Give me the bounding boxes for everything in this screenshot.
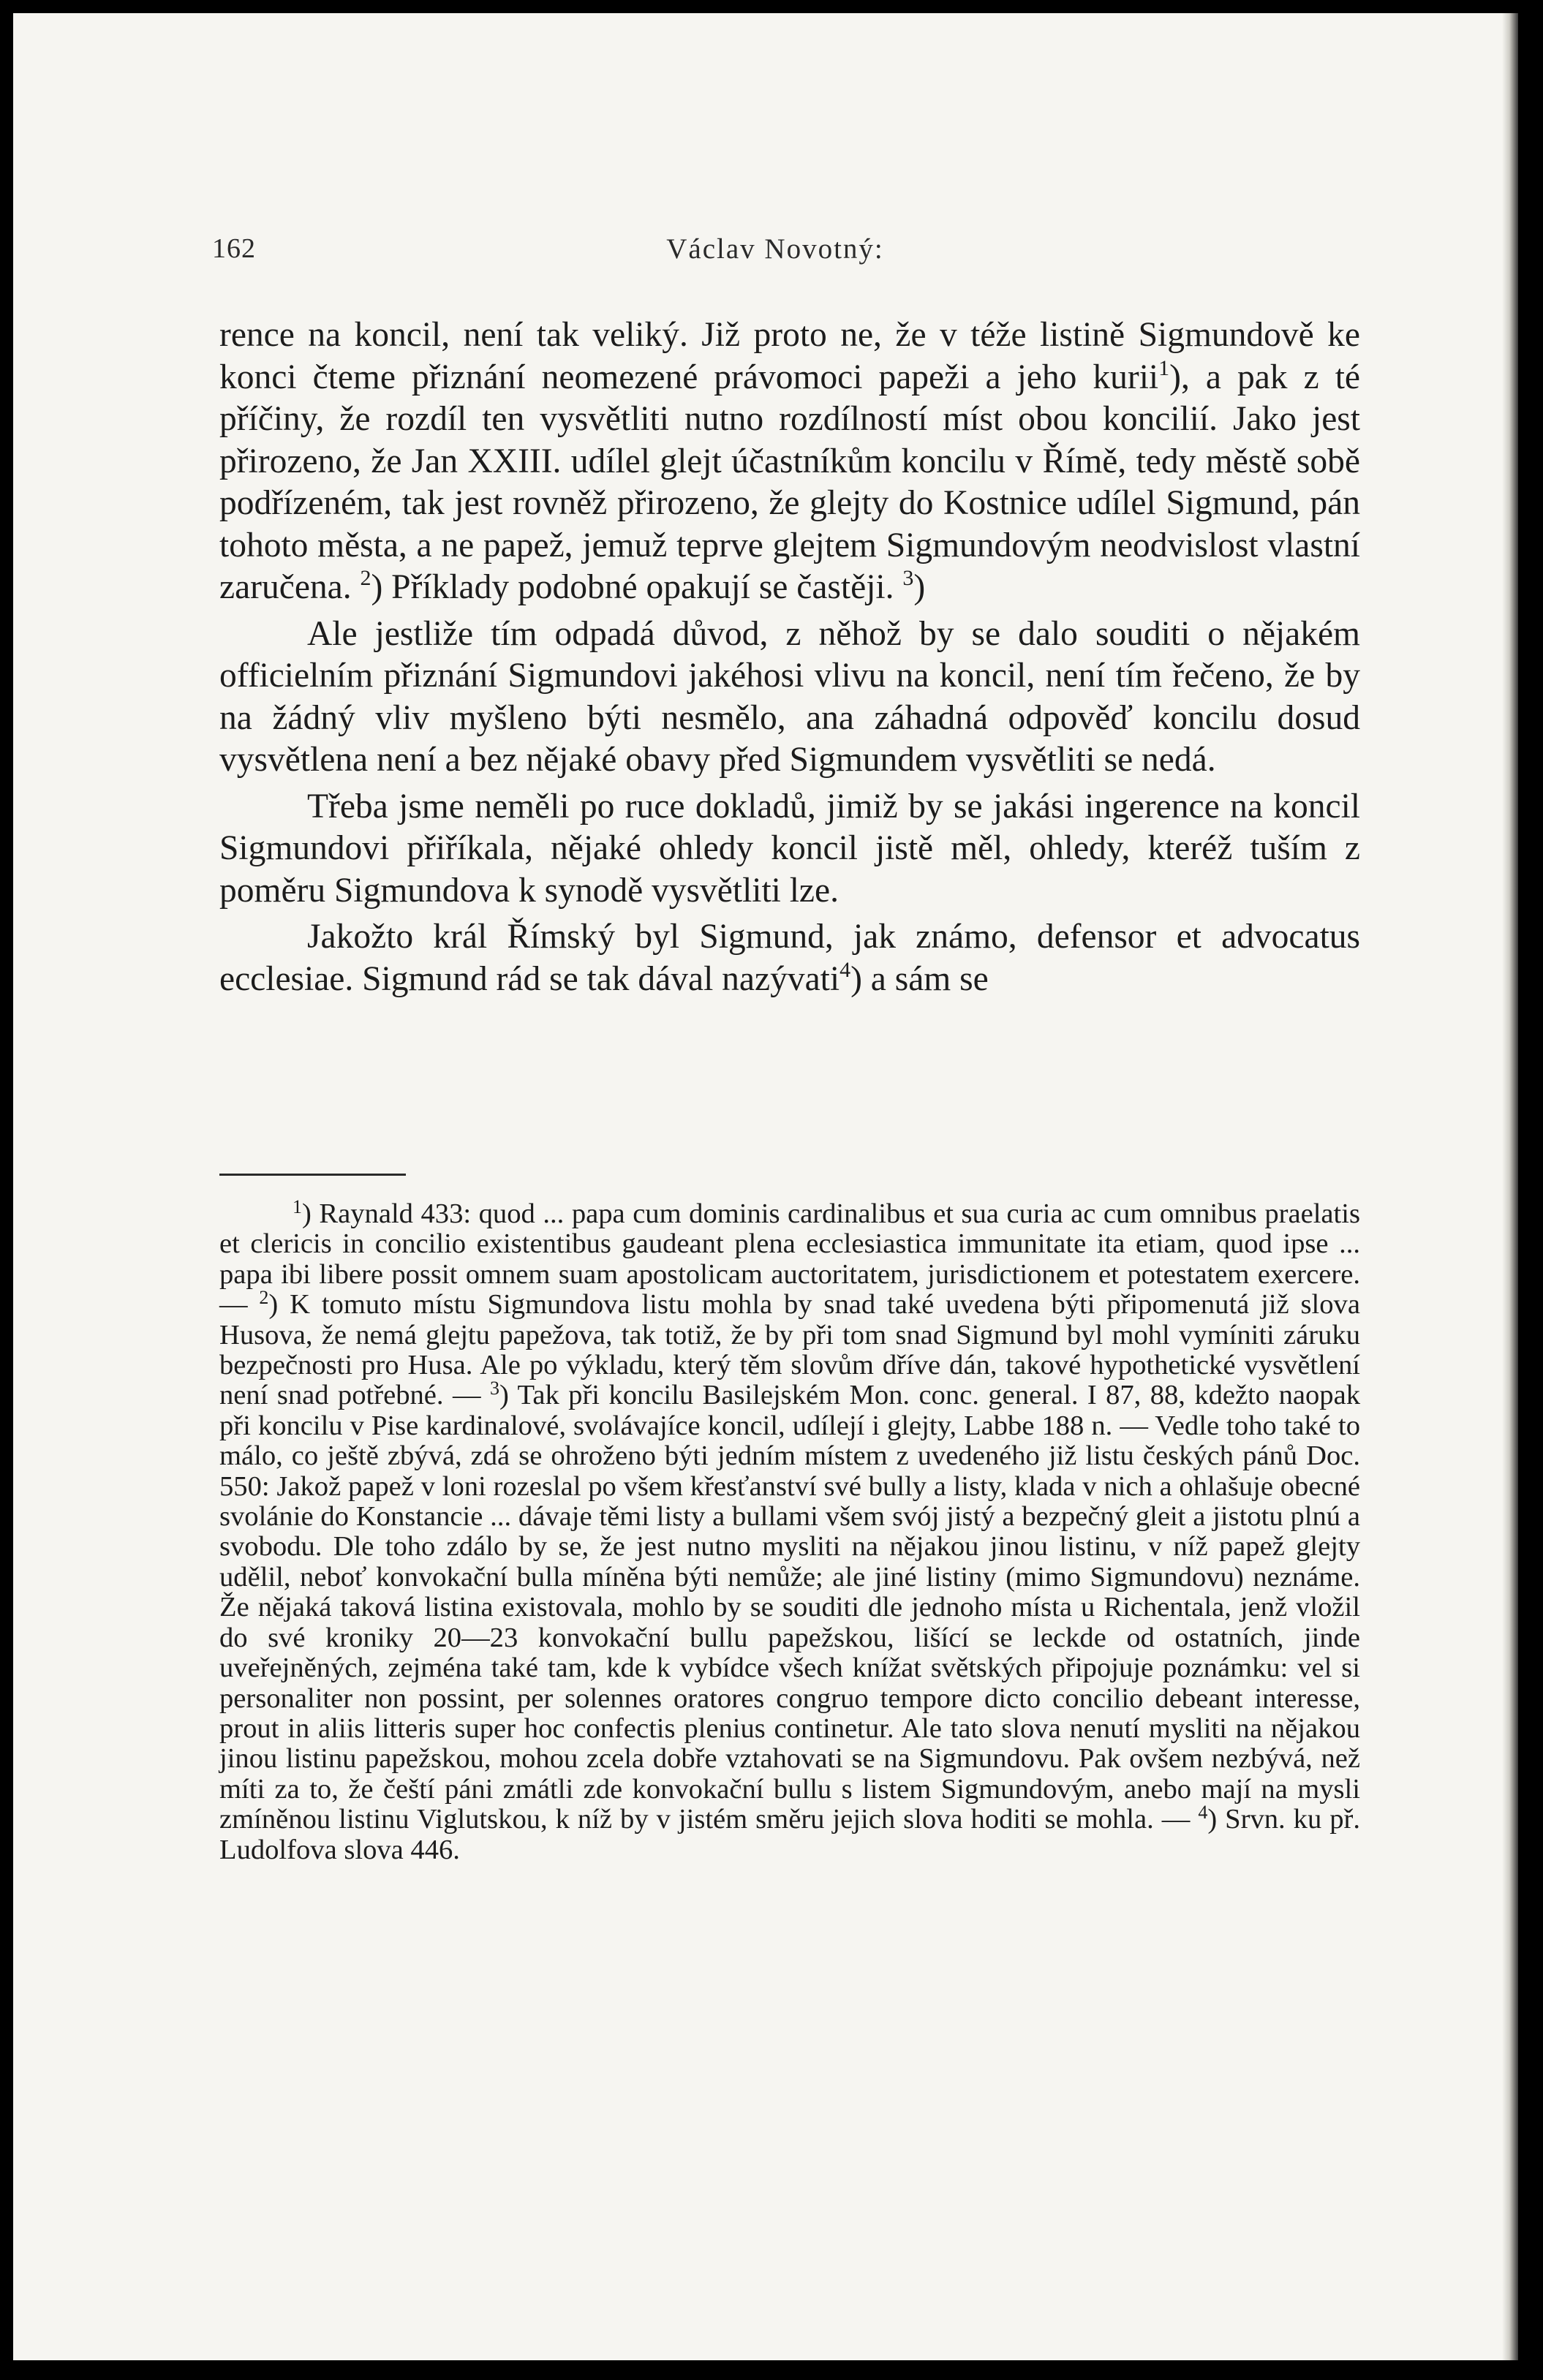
footnote-3: ) Tak při koncilu Basilejském Mon. conc. general. I 87, 88, kdežto naopak při koncilu v Pise kardinalové, svolávajíce koncil, udílejí i glejty, Labbe 188 n. — Vedle toho také to málo, co ještě zbývá, zdá se ohroženo býti jedním místem z uvedeného již listu českých pánů Doc. 550: Jakož papež v loni rozeslal po všem křesťanství své bully a listy, klada v nich a ohlašuje obecné svolánie do Konstancie ... dávaje těmi listy a bullami všem svój jistý a bezpečný gleit a jistotu plnú a svobodu. Dle toho zdálo by se, že jest nutno mysliti na nějakou jinou listinu, v níž papež glejty udělil, neboť konvokační bulla míněna býti nemůže; ale jiné listiny (mimo Sigmundovu) neznáme. Že nějaká taková listina existovala, mohlo by se souditi dle jednoho místa u Richentala, jenž vložil do své kroniky 20—23 konvokační bullu papežskou, lišící se leckde od ostatních, jinde uveřejněných, zejména také tam, kde k vybídce všech knížat světských připojuje poznámku: vel si personaliter non possint, per solennes oratores congruo tempore dicto concilio debeant interesse, prout in aliis litteris super hoc confectis plenius continetur. Ale tato slova nenutí mysliti na nějakou jinou listinu papežskou, mohou zcela dobře vztahovati se na Sigmundovu. Pak ovšem nezbývá, než míti za to, že čeští páni zmátli zde konvokační bullu s listem Sigmundovým, anebo mají na mysli zmíněnou listinu Viglutskou, k níž by v jistém směru jejich slova hoditi se mohla. — <box>219 1380 1360 1835</box>
footnote-2: ) K tomuto místu Sigmundova listu mohla by snad také uvedena býti připomenutá již slova Husova, že nemá glejtu papežova, tak totiž, že by při tom snad Sigmund byl mohl vymíniti záruku bezpečnosti pro Husa. Ale po výkladu, který těm slovům dříve dán, takové hypothetické vysvětlení není snad potřebné. — <box>219 1289 1360 1411</box>
footnotes <box>219 1196 1361 1865</box>
paragraph-1-text-d: ) <box>913 568 926 606</box>
footnotes-block <box>219 1196 1361 1865</box>
footnote-4: ) Srvn. ku př. Ludolfova slova 446. <box>219 1804 1361 1865</box>
paragraph-1-text-a: rence na koncil, není tak veliký. Již proto ne, že v téže listině Sigmundově ke konci čteme přiznání neomezené právomoci papeži a jeho kurii <box>219 316 1360 396</box>
footnote-mark-2: 2 <box>259 1287 269 1309</box>
paragraph-4-text-b: ) a sám se <box>850 959 989 998</box>
paragraph-1 <box>219 314 1360 609</box>
paragraph-4 <box>219 916 1360 1000</box>
footnote-reference-2: 2 <box>360 566 371 590</box>
paragraph-1-text-b: ), a pak z té příčiny, že rozdíl ten vysvětliti nutno rozdílností míst obou koncilií. Jako jest přirozeno, že Jan XXIII. udílel glejt účastníkům koncilu v Římě, tedy městě sobě podřízeném, tak jest rovněž přirozeno, že glejty do Kostnice udílel Sigmund, pán tohoto města, a ne papež, jemuž teprve glejtem Sigmundovým neodvislost vlastní zaručena. <box>219 358 1360 606</box>
footnote-mark-3: 3 <box>489 1378 499 1399</box>
page-edge-shadow <box>1502 13 1518 2360</box>
footnote-mark-1: 1 <box>293 1196 302 1217</box>
footnote-reference-3: 3 <box>902 566 914 590</box>
page-number: 162 <box>212 233 256 264</box>
paragraph-2: Ale jestliže tím odpadá důvod, z něhož by se dalo souditi o nějakém officielním přiznání Sigmundovi jakéhosi vlivu na koncil, není tím řečeno, že by na žádný vliv myšleno býti nesmělo, ana záhadná odpověď koncilu dosud vysvětlena není a bez nějaké obavy před Sigmundem vysvětliti se nedá. <box>219 614 1360 779</box>
paragraph-4-text-a: Jakožto král Římský byl Sigmund, jak známo, defensor et advocatus ecclesiae. Sigmund rád se tak dával nazývati <box>219 918 1360 998</box>
main-text <box>219 314 1360 1000</box>
paragraph-1-text-c: ) Příklady podobné opakují se častěji. <box>371 568 894 606</box>
footnote-1: ) Raynald 433: quod ... papa cum dominis cardinalibus et sua curia ac cum omnibus praelatis et clericis in concilio existentibus gaudeant plena ecclesiastica immunitate ita etiam, quod ipse ... papa ibi libere possit omnem suam apostolicam auctoritatem, jurisdictionem et potestatem exercere. — <box>219 1198 1360 1321</box>
footnote-reference-1: 1 <box>1158 355 1170 380</box>
footnote-mark-4: 4 <box>1198 1802 1208 1824</box>
footnote-separator <box>219 1174 406 1176</box>
paragraph-3: Třeba jsme neměli po ruce dokladů, jimiž by se jakási ingerence na koncil Sigmundovi přiříkala, nějaké ohledy koncil jistě měl, ohledy, kteréž tuším z poměru Sigmundova k synodě vysvětliti lze. <box>219 787 1360 910</box>
running-title: Václav Novotný: <box>666 233 884 265</box>
running-header <box>212 233 1338 276</box>
footnote-reference-4: 4 <box>840 957 851 982</box>
